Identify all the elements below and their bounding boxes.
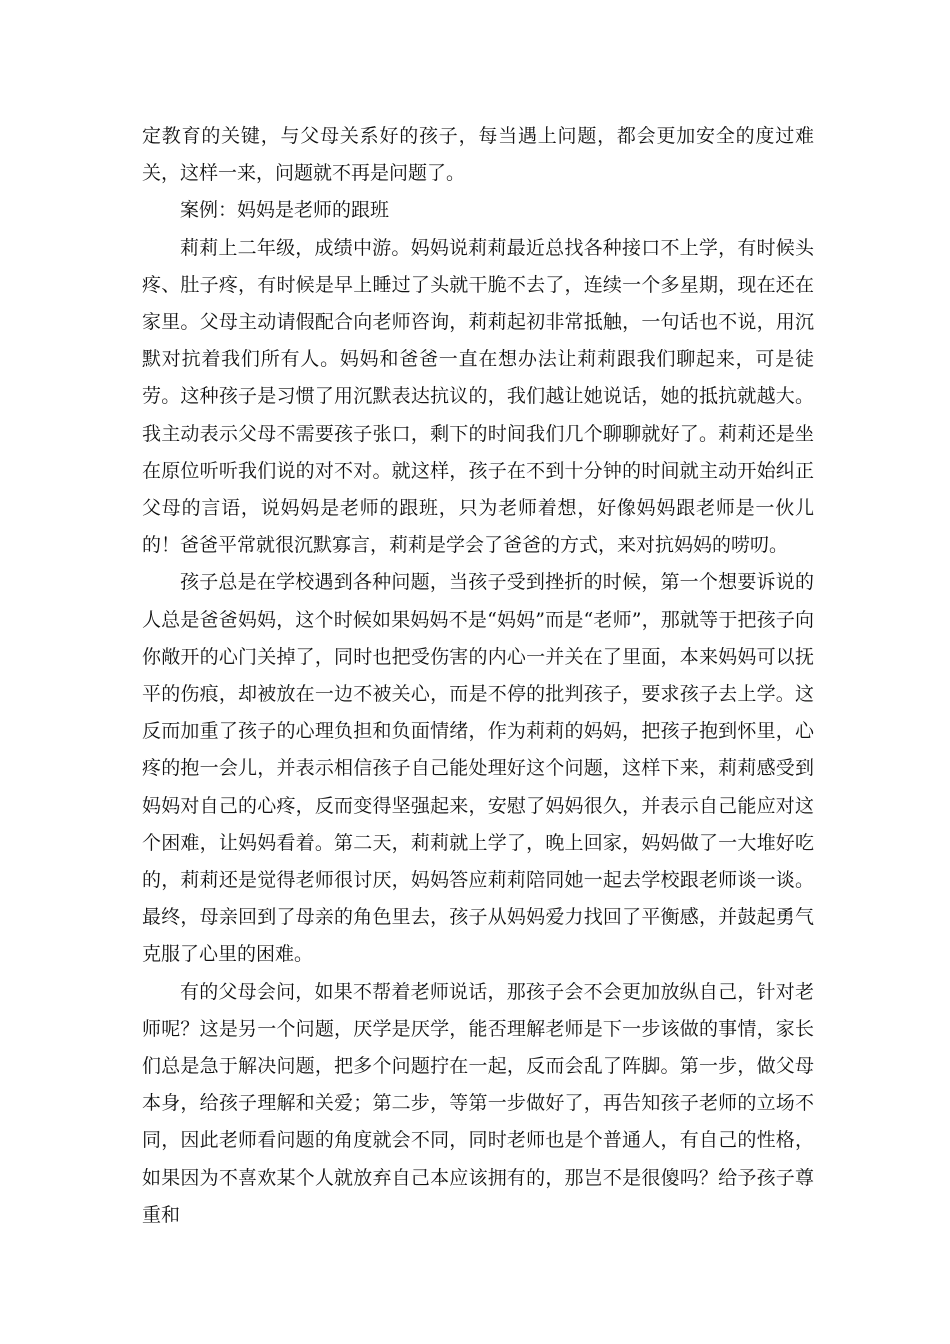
paragraph-analysis: 孩子总是在学校遇到各种问题，当孩子受到挫折的时候，第一个想要诉说的人总是爸爸妈妈，这个时候如果妈妈不是“妈妈”而是“老师”，那就等于把孩子向你敞开的心门关掉了，同时也把受伤害的内心一并关在了里面，本来妈妈可以抚平的伤痕，却被放在一边不被关心，而是不停的批判孩子，要求孩子去上学。这反而加重了孩子的心理负担和负面情绪，作为莉莉的妈妈，把孩子抱到怀里，心疼的抱一会儿，并表示相信孩子自己能处理好这个问题，这样下来，莉莉感受到妈妈对自己的心疼，反而变得坚强起来，安慰了妈妈很久，并表示自己能应对这个困难，让妈妈看着。第二天，莉莉就上学了，晚上回家，妈妈做了一大堆好吃的，莉莉还是觉得老师很讨厌，妈妈答应莉莉陪同她一起去学校跟老师谈一谈。最终，母亲回到了母亲的角色里去，孩子从妈妈爱力找回了平衡感，并鼓起勇气克服了心里的困难。	[142, 571, 814, 966]
body-text	[142, 118, 814, 1234]
paragraph-continuation: 定教育的关键，与父母关系好的孩子，每当遇上问题，都会更加安全的度过难关，这样一来，问题就不再是问题了。	[142, 125, 814, 185]
case-heading: 案例：妈妈是老师的跟班	[180, 199, 390, 222]
paragraph-parent-question: 有的父母会问，如果不帮着老师说话，那孩子会不会更加放纵自己，针对老师呢？这是另一个问题，厌学是厌学，能否理解老师是下一步该做的事情，家长们总是急于解决问题，把多个问题拧在一起，反而会乱了阵脚。第一步，做父母本身，给孩子理解和关爱；第二步，等第一步做好了，再告知孩子老师的立场不同，因此老师看问题的角度就会不同，同时老师也是个普通人，有自己的性格，如果因为不喜欢某个人就放弃自己本应该拥有的，那岂不是很傻吗？给予孩子尊重和	[142, 980, 814, 1226]
paragraph-case-story: 莉莉上二年级，成绩中游。妈妈说莉莉最近总找各种接口不上学，有时候头疼、肚子疼，有时候是早上睡过了头就干脆不去了，连续一个多星期，现在还在家里。父母主动请假配合向老师咨询，莉莉起初非常抵触，一句话也不说，用沉默对抗着我们所有人。妈妈和爸爸一直在想办法让莉莉跟我们聊起来，可是徒劳。这种孩子是习惯了用沉默表达抗议的，我们越让她说话，她的抵抗就越大。我主动表示父母不需要孩子张口，剩下的时间我们几个聊聊就好了。莉莉还是坐在原位听听我们说的对不对。就这样，孩子在不到十分钟的时间就主动开始纠正父母的言语，说妈妈是老师的跟班，只为老师着想，好像妈妈跟老师是一伙儿的！爸爸平常就很沉默寡言，莉莉是学会了爸爸的方式，来对抗妈妈的唠叨。	[142, 236, 814, 557]
